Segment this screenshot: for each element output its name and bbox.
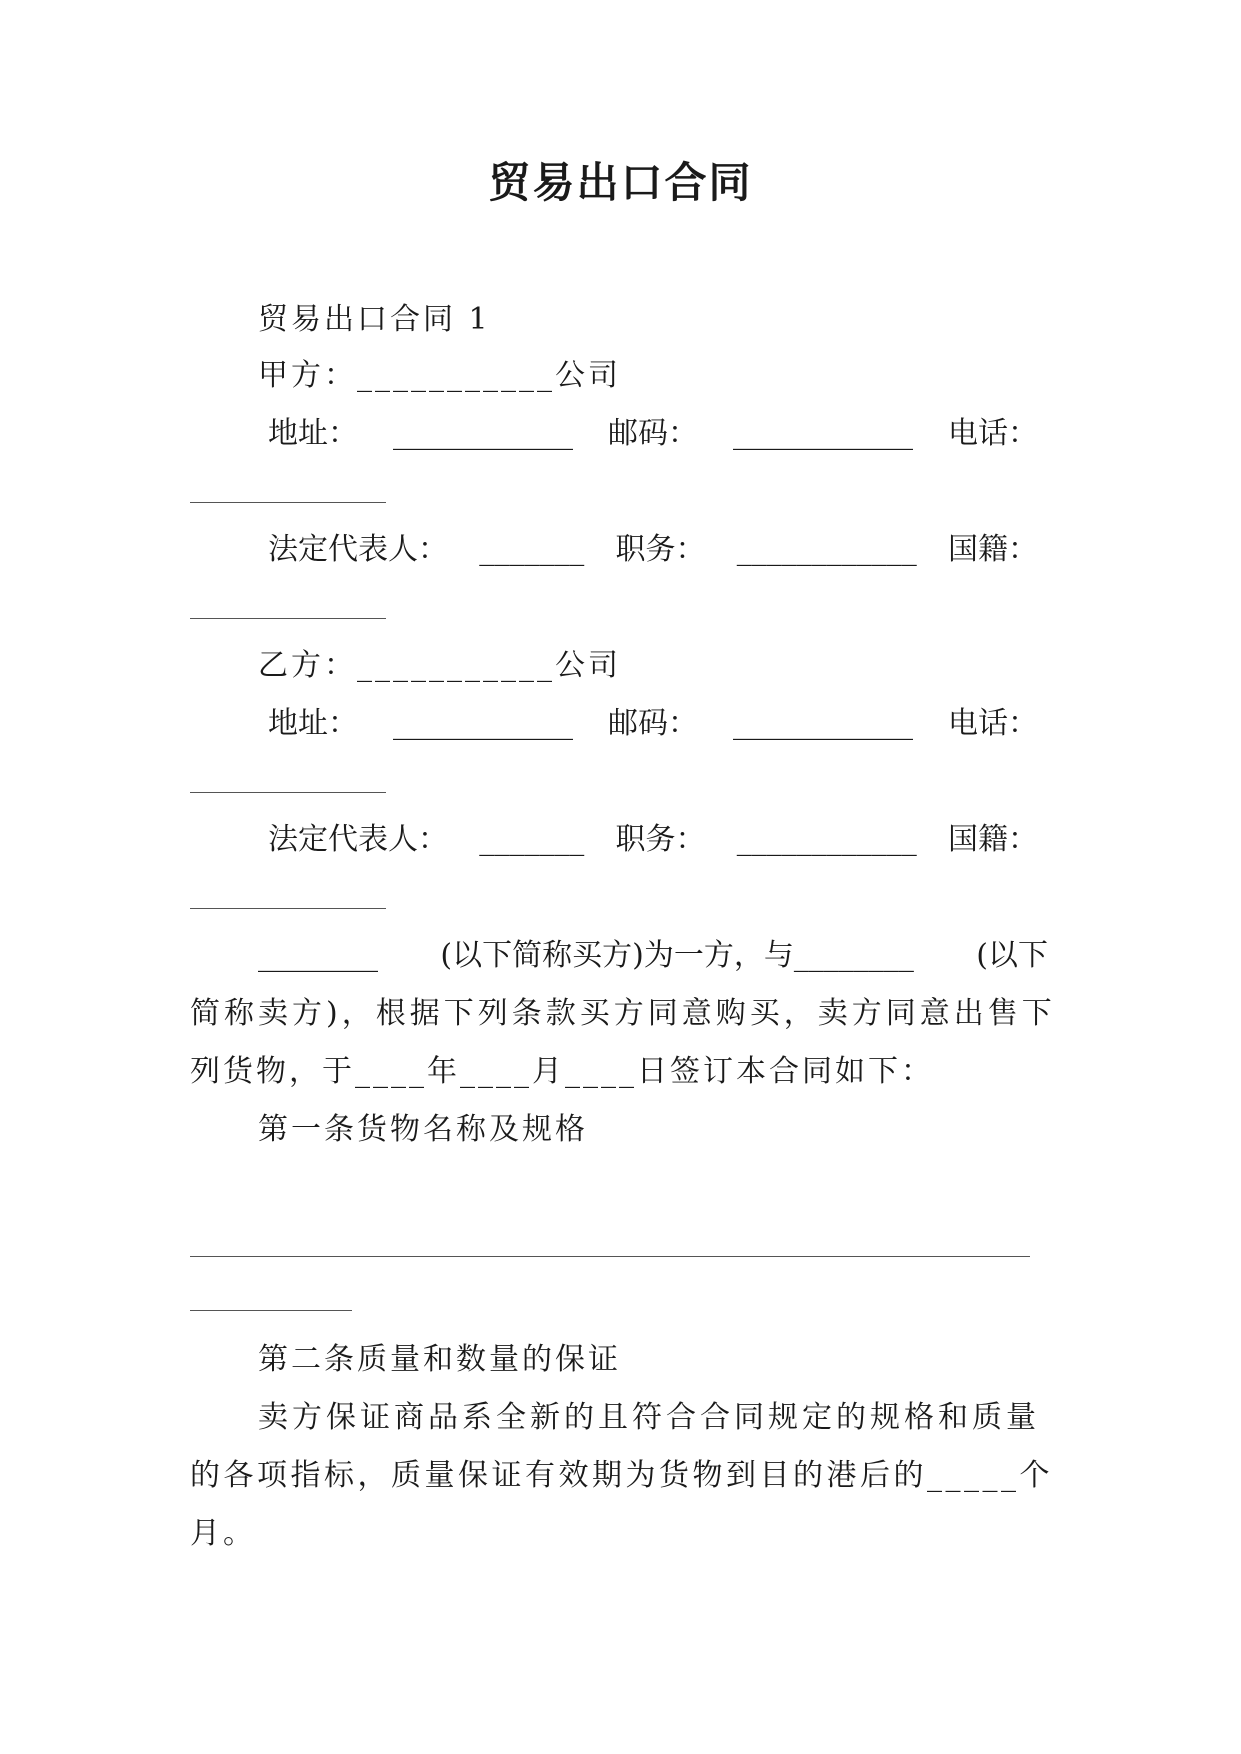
party-a-phone-blank [190, 502, 386, 503]
address-label: 地址： [268, 706, 358, 741]
buyer-clause: (以下简称买方)为一方，与________ [440, 938, 914, 973]
intro-paragraph-line-1 [258, 936, 1048, 976]
phone-label: 电话： [948, 706, 1038, 741]
phone-label: 电话： [948, 416, 1038, 451]
buyer-blank: ________ [258, 938, 378, 973]
intro-paragraph-line-3: 列货物，于____年____月____日签订本合同如下： [190, 1054, 934, 1089]
postcode-label: 邮码： [608, 416, 698, 451]
representative-label: 法定代表人： [268, 532, 448, 567]
document-title: 贸易出口合同 [488, 158, 753, 207]
postcode-label: 邮码： [608, 706, 698, 741]
representative-blank: _______ [479, 532, 585, 567]
article-2-body-line-3: 月。 [190, 1516, 256, 1551]
article-2-body-line-1: 卖方保证商品系全新的且符合合同规定的规格和质量 [258, 1400, 1040, 1435]
article-1-blank-line-2 [190, 1310, 352, 1311]
article-1-blank-line-1 [190, 1256, 1030, 1257]
representative-blank: _______ [479, 822, 585, 857]
party-b-representative-line [268, 820, 1038, 860]
nationality-label: 国籍： [948, 822, 1038, 857]
party-b-nationality-blank [190, 908, 386, 909]
party-b-phone-blank [190, 792, 386, 793]
representative-label: 法定代表人： [268, 822, 448, 857]
article-2-heading: 第二条质量和数量的保证 [258, 1342, 621, 1377]
position-label: 职务： [615, 532, 706, 567]
intro-paragraph-line-2: 简称卖方)，根据下列条款买方同意购买，卖方同意出售下 [190, 996, 1056, 1031]
party-b-address-line [268, 704, 1038, 744]
address-blank: ____________ [393, 706, 573, 741]
article-1-heading: 第一条货物名称及规格 [258, 1112, 588, 1147]
contract-subtitle: 贸易出口合同 1 [258, 302, 491, 337]
party-a-line: 甲方：___________公司 [258, 358, 621, 393]
address-blank: ____________ [393, 416, 573, 451]
party-a-nationality-blank [190, 618, 386, 619]
party-a-address-line [268, 414, 1038, 454]
position-blank: ____________ [736, 822, 917, 857]
party-b-line: 乙方：___________公司 [258, 648, 621, 683]
postcode-blank: ____________ [733, 706, 913, 741]
postcode-blank: ____________ [733, 416, 913, 451]
party-a-representative-line [268, 530, 1038, 570]
article-2-body-line-2: 的各项指标，质量保证有效期为货物到目的港后的_____个 [190, 1458, 1053, 1493]
position-label: 职务： [615, 822, 706, 857]
position-blank: ____________ [736, 532, 917, 567]
address-label: 地址： [268, 416, 358, 451]
seller-clause-start: (以下 [976, 938, 1048, 973]
nationality-label: 国籍： [948, 532, 1038, 567]
